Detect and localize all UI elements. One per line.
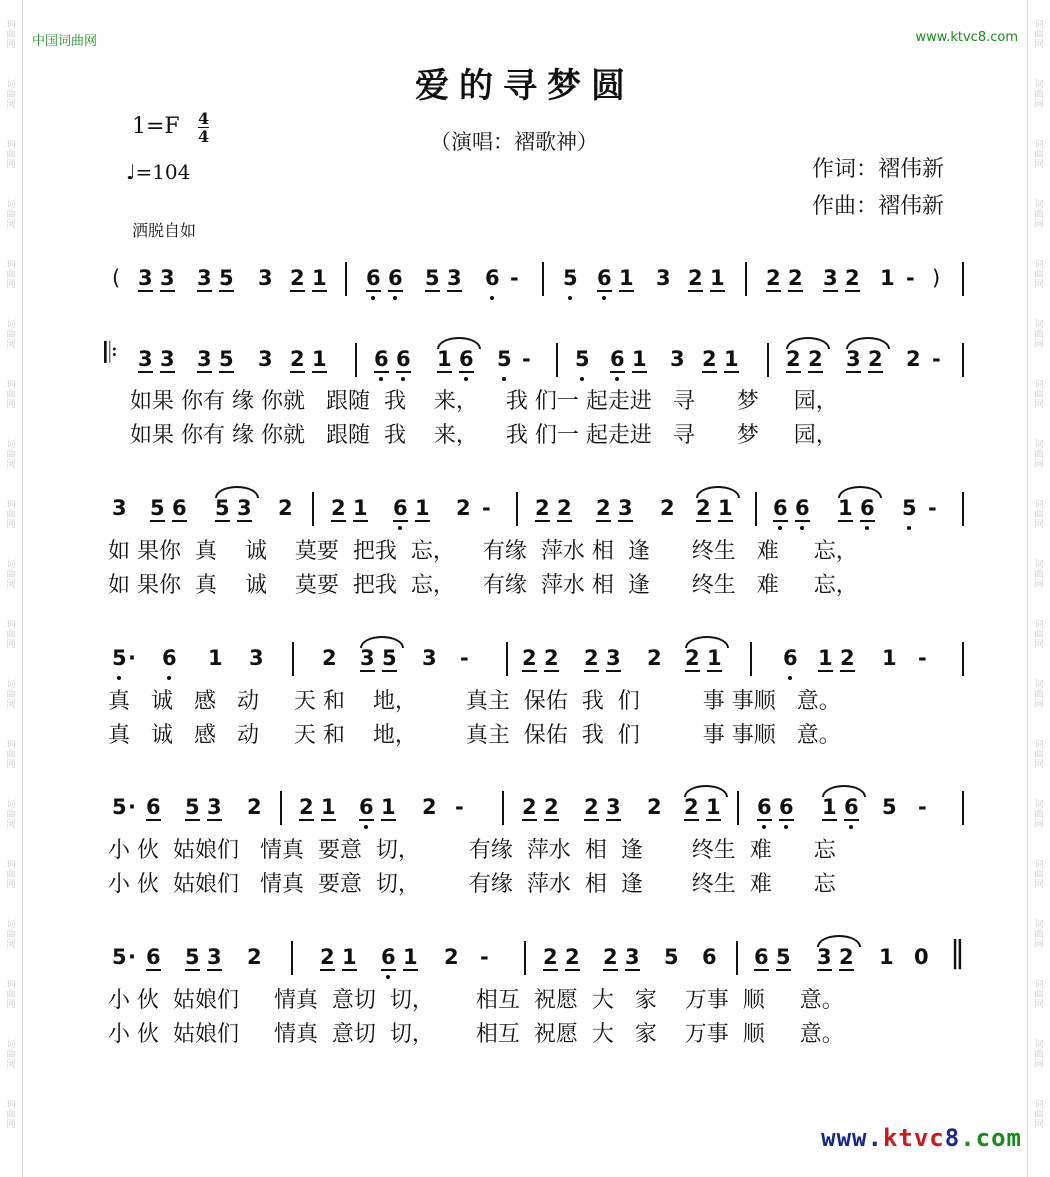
lyric-line5-verse1: 小 伙 姑娘们 情真 意切 切， 相互 祝愿 大 家 万事 顺 意。: [108, 988, 844, 1013]
intro-note: 1: [312, 266, 327, 290]
lyric-line5-verse2: 小 伙 姑娘们 情真 意切 切， 相互 祝愿 大 家 万事 顺 意。: [108, 1022, 844, 1047]
intro-note: 5: [219, 266, 234, 290]
bar-line: [962, 343, 964, 377]
low-octave-dot: [568, 296, 572, 300]
line1-note: 2: [808, 347, 823, 371]
line2-note: 3: [112, 496, 127, 520]
watermark-text: 词 曲 网: [6, 680, 16, 710]
bar-line: [345, 262, 347, 296]
lyric-line4-verse1: 小 伙 姑娘们 情真 要意 切， 有缘 萍水 相 逢 终生 难 忘: [108, 838, 836, 863]
bar-line: [312, 492, 314, 526]
low-octave-dot: [784, 825, 788, 829]
line1-note: 5: [219, 347, 234, 371]
logo-www: www.: [821, 1124, 883, 1152]
low-octave-dot: [602, 296, 606, 300]
singer-credit: （演唱：褶歌神）: [430, 130, 598, 154]
line2-note: 5: [215, 496, 230, 520]
line3-note: 5: [382, 646, 397, 670]
intro-note: 3: [160, 266, 175, 290]
line2-note: 2: [331, 496, 346, 520]
line4-note: 1: [706, 795, 721, 819]
intro-note: 2: [290, 266, 305, 290]
watermark-text: 词 曲 网: [6, 20, 16, 50]
low-octave-dot: [167, 676, 171, 680]
tempo-marking: [126, 160, 190, 184]
line3-note: 1: [707, 646, 722, 670]
line2-note: 1: [415, 496, 430, 520]
watermark-text: 词 曲 网: [6, 800, 16, 830]
quarter-note-icon: ♩: [126, 160, 136, 184]
line2-note: 5: [150, 496, 165, 520]
intro-note: 3: [447, 266, 462, 290]
low-octave-dot: [386, 975, 390, 979]
intro-open-paren: (: [112, 266, 121, 290]
line1-note: 2: [906, 347, 921, 371]
line1-note: 1: [312, 347, 327, 371]
line1-note: 1: [437, 347, 452, 371]
intro-note: -: [906, 266, 915, 290]
line2-note: 6: [172, 496, 187, 520]
line1-note: 3: [138, 347, 153, 371]
bar-line: [524, 941, 526, 975]
line5-note: 5: [776, 945, 791, 969]
intro-note: 3: [823, 266, 838, 290]
line1-note: 3: [197, 347, 212, 371]
bar-line: [962, 642, 964, 676]
line5-note: 2: [839, 945, 854, 969]
time-signature-top: 4: [198, 109, 210, 128]
line3-note: 2: [685, 646, 700, 670]
line4-note: 5: [185, 795, 200, 819]
watermark-text: 词 曲 网: [1034, 320, 1044, 350]
bar-line: [542, 262, 544, 296]
watermark-text: 词 曲 网: [6, 140, 16, 170]
low-octave-dot: [580, 377, 584, 381]
low-octave-dot: [117, 676, 121, 680]
intro-note: 1: [619, 266, 634, 290]
line4-note: 6: [757, 795, 772, 819]
line1-note: 2: [702, 347, 717, 371]
line1-note: -: [932, 347, 941, 371]
line2-note: 2: [660, 496, 675, 520]
bar-line: [736, 941, 738, 975]
watermark-text: 词 曲 网: [1034, 980, 1044, 1010]
watermark-text: 词 曲 网: [1034, 140, 1044, 170]
line5-note: -: [480, 945, 489, 969]
time-signature: [198, 110, 209, 145]
intro-note: 3: [656, 266, 671, 290]
line3-note: 6: [783, 646, 798, 670]
line3-note: 2: [544, 646, 559, 670]
bar-line: [291, 941, 293, 975]
tie-arc: [822, 785, 866, 797]
low-octave-dot: [800, 526, 804, 530]
line1-note: -: [522, 347, 531, 371]
intro-note: 6: [366, 266, 381, 290]
line2-note: 5: [902, 496, 917, 520]
tie-arc: [817, 935, 861, 947]
logo-com: .com: [960, 1124, 1022, 1152]
intro-note: 5: [425, 266, 440, 290]
time-signature-bottom: 4: [198, 127, 210, 146]
line4-note: 2: [584, 795, 599, 819]
line5-note: 2: [444, 945, 459, 969]
line5-note: 2: [247, 945, 262, 969]
site-name-left[interactable]: 中国词曲网: [32, 34, 98, 49]
line4-note: 2: [522, 795, 537, 819]
line5-note: 2: [565, 945, 580, 969]
line3-note: 3: [422, 646, 437, 670]
low-octave-dot: [464, 377, 468, 381]
bar-line: [750, 642, 752, 676]
line4-note: -: [455, 795, 464, 819]
tie-arc: [696, 486, 740, 498]
line5-note: 3: [207, 945, 222, 969]
line2-note: 6: [393, 496, 408, 520]
final-barline: ‖: [950, 935, 965, 970]
watermark-text: 词 曲 网: [6, 560, 16, 590]
line5-note: 1: [879, 945, 894, 969]
line5-note: 5: [185, 945, 200, 969]
watermark-text: 词 曲 网: [6, 980, 16, 1010]
line5-note: 6: [754, 945, 769, 969]
line3-note: 1: [818, 646, 833, 670]
composer-credit: 作曲：褶伟新: [812, 194, 945, 219]
low-octave-dot: [401, 377, 405, 381]
ktvc8-logo[interactable]: [821, 1124, 1022, 1152]
line4-note: 2: [544, 795, 559, 819]
line2-note: -: [482, 496, 491, 520]
line1-note: 1: [632, 347, 647, 371]
lyric-line1-verse1: 如果 你有 缘 你就 跟随 我 来， 我 们一 起走进 寻 梦 园，: [130, 389, 838, 414]
line1-note: 3: [258, 347, 273, 371]
logo-8: 8: [944, 1124, 961, 1152]
watermark-text: 词 曲 网: [1034, 20, 1044, 50]
line3-note: 1: [882, 646, 897, 670]
watermark-text: 词 曲 网: [6, 260, 16, 290]
low-octave-dot: [371, 296, 375, 300]
intro-note: 1: [880, 266, 895, 290]
line5-note: 0: [914, 945, 929, 969]
low-octave-dot: [364, 825, 368, 829]
line4-note: 6: [779, 795, 794, 819]
lyric-line2-verse1: 如 果你 真 诚 莫要 把我 忘， 有缘 萍水 相 逢 终生 难 忘，: [108, 539, 858, 564]
tie-arc: [838, 486, 882, 498]
line3-note: 2: [322, 646, 337, 670]
watermark-text: 词 曲 网: [1034, 380, 1044, 410]
watermark-text: 词 曲 网: [6, 80, 16, 110]
line4-note: ·: [128, 795, 136, 819]
line4-note: 1: [321, 795, 336, 819]
line4-note: 2: [684, 795, 699, 819]
line1-note: 1: [724, 347, 739, 371]
line3-note: 3: [360, 646, 375, 670]
watermark-text: 词 曲 网: [1034, 560, 1044, 590]
low-octave-dot: [398, 526, 402, 530]
bar-line: [745, 262, 747, 296]
lyric-line3-verse1: 真 诚 感 动 天 和 地， 真主 保佑 我 们 事 事顺 意。: [108, 689, 841, 714]
bar-line: [280, 791, 282, 825]
low-octave-dot: [778, 526, 782, 530]
tie-arc: [684, 785, 728, 797]
watermark-text: 词 曲 网: [6, 740, 16, 770]
tie-arc: [360, 636, 404, 648]
lyric-line4-verse2: 小 伙 姑娘们 情真 要意 切， 有缘 萍水 相 逢 终生 难 忘: [108, 872, 836, 897]
line1-note: 2: [290, 347, 305, 371]
intro-note: 6: [388, 266, 403, 290]
line2-note: 1: [353, 496, 368, 520]
bar-line: [962, 791, 964, 825]
line4-note: 3: [207, 795, 222, 819]
lyric-line2-verse2: 如 果你 真 诚 莫要 把我 忘， 有缘 萍水 相 逢 终生 难 忘，: [108, 573, 858, 598]
site-url-right[interactable]: www.ktvc8.com: [915, 30, 1018, 45]
watermark-text: 词 曲 网: [1034, 800, 1044, 830]
intro-note: 1: [710, 266, 725, 290]
line4-note: 6: [844, 795, 859, 819]
song-title: 爱的寻梦圆: [415, 66, 635, 106]
bar-line: [962, 492, 964, 526]
line1-note: 3: [670, 347, 685, 371]
key-signature: 1=F: [132, 114, 180, 139]
bar-line: [556, 343, 558, 377]
line3-note: 6: [162, 646, 177, 670]
low-octave-dot: [865, 526, 869, 530]
watermark-text: 词 曲 网: [1034, 200, 1044, 230]
line5-note: 2: [603, 945, 618, 969]
line4-note: 1: [822, 795, 837, 819]
line3-note: 2: [584, 646, 599, 670]
bar-line: [502, 791, 504, 825]
lyricist-credit: 作词：褶伟新: [812, 157, 945, 182]
line1-note: 6: [459, 347, 474, 371]
line4-note: 2: [247, 795, 262, 819]
line5-note: 1: [342, 945, 357, 969]
line2-note: 1: [718, 496, 733, 520]
line1-note: 2: [868, 347, 883, 371]
intro-note: -: [510, 266, 519, 290]
intro-note: 3: [197, 266, 212, 290]
watermark-text: 词 曲 网: [1034, 1040, 1044, 1070]
watermark-text: 词 曲 网: [1034, 740, 1044, 770]
line2-note: 3: [618, 496, 633, 520]
line4-note: 6: [359, 795, 374, 819]
lyric-line3-verse2: 真 诚 感 动 天 和 地， 真主 保佑 我 们 事 事顺 意。: [108, 723, 841, 748]
intro-note: 3: [138, 266, 153, 290]
watermark-text: 词 曲 网: [1034, 260, 1044, 290]
line1-note: 6: [374, 347, 389, 371]
line1-note: 6: [396, 347, 411, 371]
line2-note: 2: [596, 496, 611, 520]
line4-note: 5: [112, 795, 127, 819]
intro-note: 6: [485, 266, 500, 290]
intro-note: 2: [788, 266, 803, 290]
low-octave-dot: [788, 676, 792, 680]
intro-note: 2: [845, 266, 860, 290]
line2-note: 2: [535, 496, 550, 520]
low-octave-dot: [762, 825, 766, 829]
watermark-text: 词 曲 网: [1034, 860, 1044, 890]
line2-note: 2: [696, 496, 711, 520]
line3-note: 2: [522, 646, 537, 670]
line4-note: 3: [606, 795, 621, 819]
watermark-text: 词 曲 网: [6, 1040, 16, 1070]
low-octave-dot: [379, 377, 383, 381]
tie-arc: [846, 337, 890, 349]
line4-note: 6: [146, 795, 161, 819]
watermark-text: 词 曲 网: [6, 920, 16, 950]
line1-note: 3: [846, 347, 861, 371]
line2-note: 2: [278, 496, 293, 520]
tie-arc: [786, 337, 830, 349]
line2-note: 6: [795, 496, 810, 520]
bar-line: [355, 343, 357, 377]
bar-line: [292, 642, 294, 676]
line4-note: 2: [647, 795, 662, 819]
line5-note: 3: [817, 945, 832, 969]
tie-arc: [215, 486, 259, 498]
line4-note: 1: [381, 795, 396, 819]
line1-note: 5: [575, 347, 590, 371]
line3-note: ·: [128, 646, 136, 670]
watermark-text: 词 曲 网: [1034, 440, 1044, 470]
lyric-line1-verse2: 如果 你有 缘 你就 跟随 我 来， 我 们一 起走进 寻 梦 园，: [130, 423, 838, 448]
watermark-text: 词 曲 网: [1034, 920, 1044, 950]
line3-note: 3: [249, 646, 264, 670]
watermark-text: 词 曲 网: [6, 500, 16, 530]
logo-ktvc: ktvc: [882, 1124, 945, 1152]
bar-line: [767, 343, 769, 377]
line3-note: 1: [208, 646, 223, 670]
watermark-text: 词 曲 网: [6, 380, 16, 410]
line5-note: 2: [543, 945, 558, 969]
low-octave-dot: [615, 377, 619, 381]
tie-arc: [437, 337, 481, 349]
line5-note: 6: [146, 945, 161, 969]
tie-arc: [685, 636, 729, 648]
line1-note: 6: [610, 347, 625, 371]
intro-note: 2: [766, 266, 781, 290]
line4-note: -: [918, 795, 927, 819]
line1-note: 5: [497, 347, 512, 371]
line2-note: -: [928, 496, 937, 520]
line5-note: ·: [128, 945, 136, 969]
repeat-start-sign: 𝄆: [104, 336, 118, 369]
watermark-text: 词 曲 网: [6, 200, 16, 230]
line5-note: 6: [381, 945, 396, 969]
line2-note: 6: [773, 496, 788, 520]
watermark-text: 词 曲 网: [1034, 1100, 1044, 1130]
intro-note: 5: [563, 266, 578, 290]
line2-note: 2: [557, 496, 572, 520]
watermark-text: 词 曲 网: [6, 440, 16, 470]
line4-note: 2: [422, 795, 437, 819]
bar-line: [737, 791, 739, 825]
intro-close-paren: ): [932, 266, 941, 290]
line3-note: 5: [112, 646, 127, 670]
low-octave-dot: [907, 526, 911, 530]
watermark-text: 词 曲 网: [1034, 80, 1044, 110]
line3-note: -: [918, 646, 927, 670]
line2-note: 3: [237, 496, 252, 520]
watermark-text: 词 曲 网: [6, 320, 16, 350]
watermark-text: 词 曲 网: [1034, 620, 1044, 650]
bar-line: [506, 642, 508, 676]
line2-note: 6: [860, 496, 875, 520]
bar-line: [516, 492, 518, 526]
line2-note: 1: [838, 496, 853, 520]
low-octave-dot: [502, 377, 506, 381]
line5-note: 2: [320, 945, 335, 969]
line3-note: -: [460, 646, 469, 670]
line4-note: 2: [299, 795, 314, 819]
watermark-text: 词 曲 网: [6, 1100, 16, 1130]
low-octave-dot: [393, 296, 397, 300]
watermark-text: 词 曲 网: [6, 620, 16, 650]
line5-note: 3: [625, 945, 640, 969]
line1-note: 2: [786, 347, 801, 371]
line5-note: 1: [403, 945, 418, 969]
line5-note: 6: [702, 945, 717, 969]
tempo-value: =104: [135, 160, 191, 184]
bar-line: [755, 492, 757, 526]
intro-note: 3: [258, 266, 273, 290]
line2-note: 2: [456, 496, 471, 520]
performance-style: 洒脱自如: [132, 221, 197, 240]
line5-note: 5: [112, 945, 127, 969]
watermark-text: 词 曲 网: [1034, 680, 1044, 710]
line3-note: 2: [840, 646, 855, 670]
line3-note: 2: [647, 646, 662, 670]
low-octave-dot: [849, 825, 853, 829]
watermark-text: 词 曲 网: [1034, 500, 1044, 530]
line3-note: 3: [606, 646, 621, 670]
line5-note: 5: [664, 945, 679, 969]
intro-note: 6: [597, 266, 612, 290]
watermark-text: 词 曲 网: [6, 860, 16, 890]
line4-note: 5: [882, 795, 897, 819]
low-octave-dot: [490, 296, 494, 300]
intro-note: 2: [688, 266, 703, 290]
bar-line: [962, 262, 964, 296]
line1-note: 3: [160, 347, 175, 371]
